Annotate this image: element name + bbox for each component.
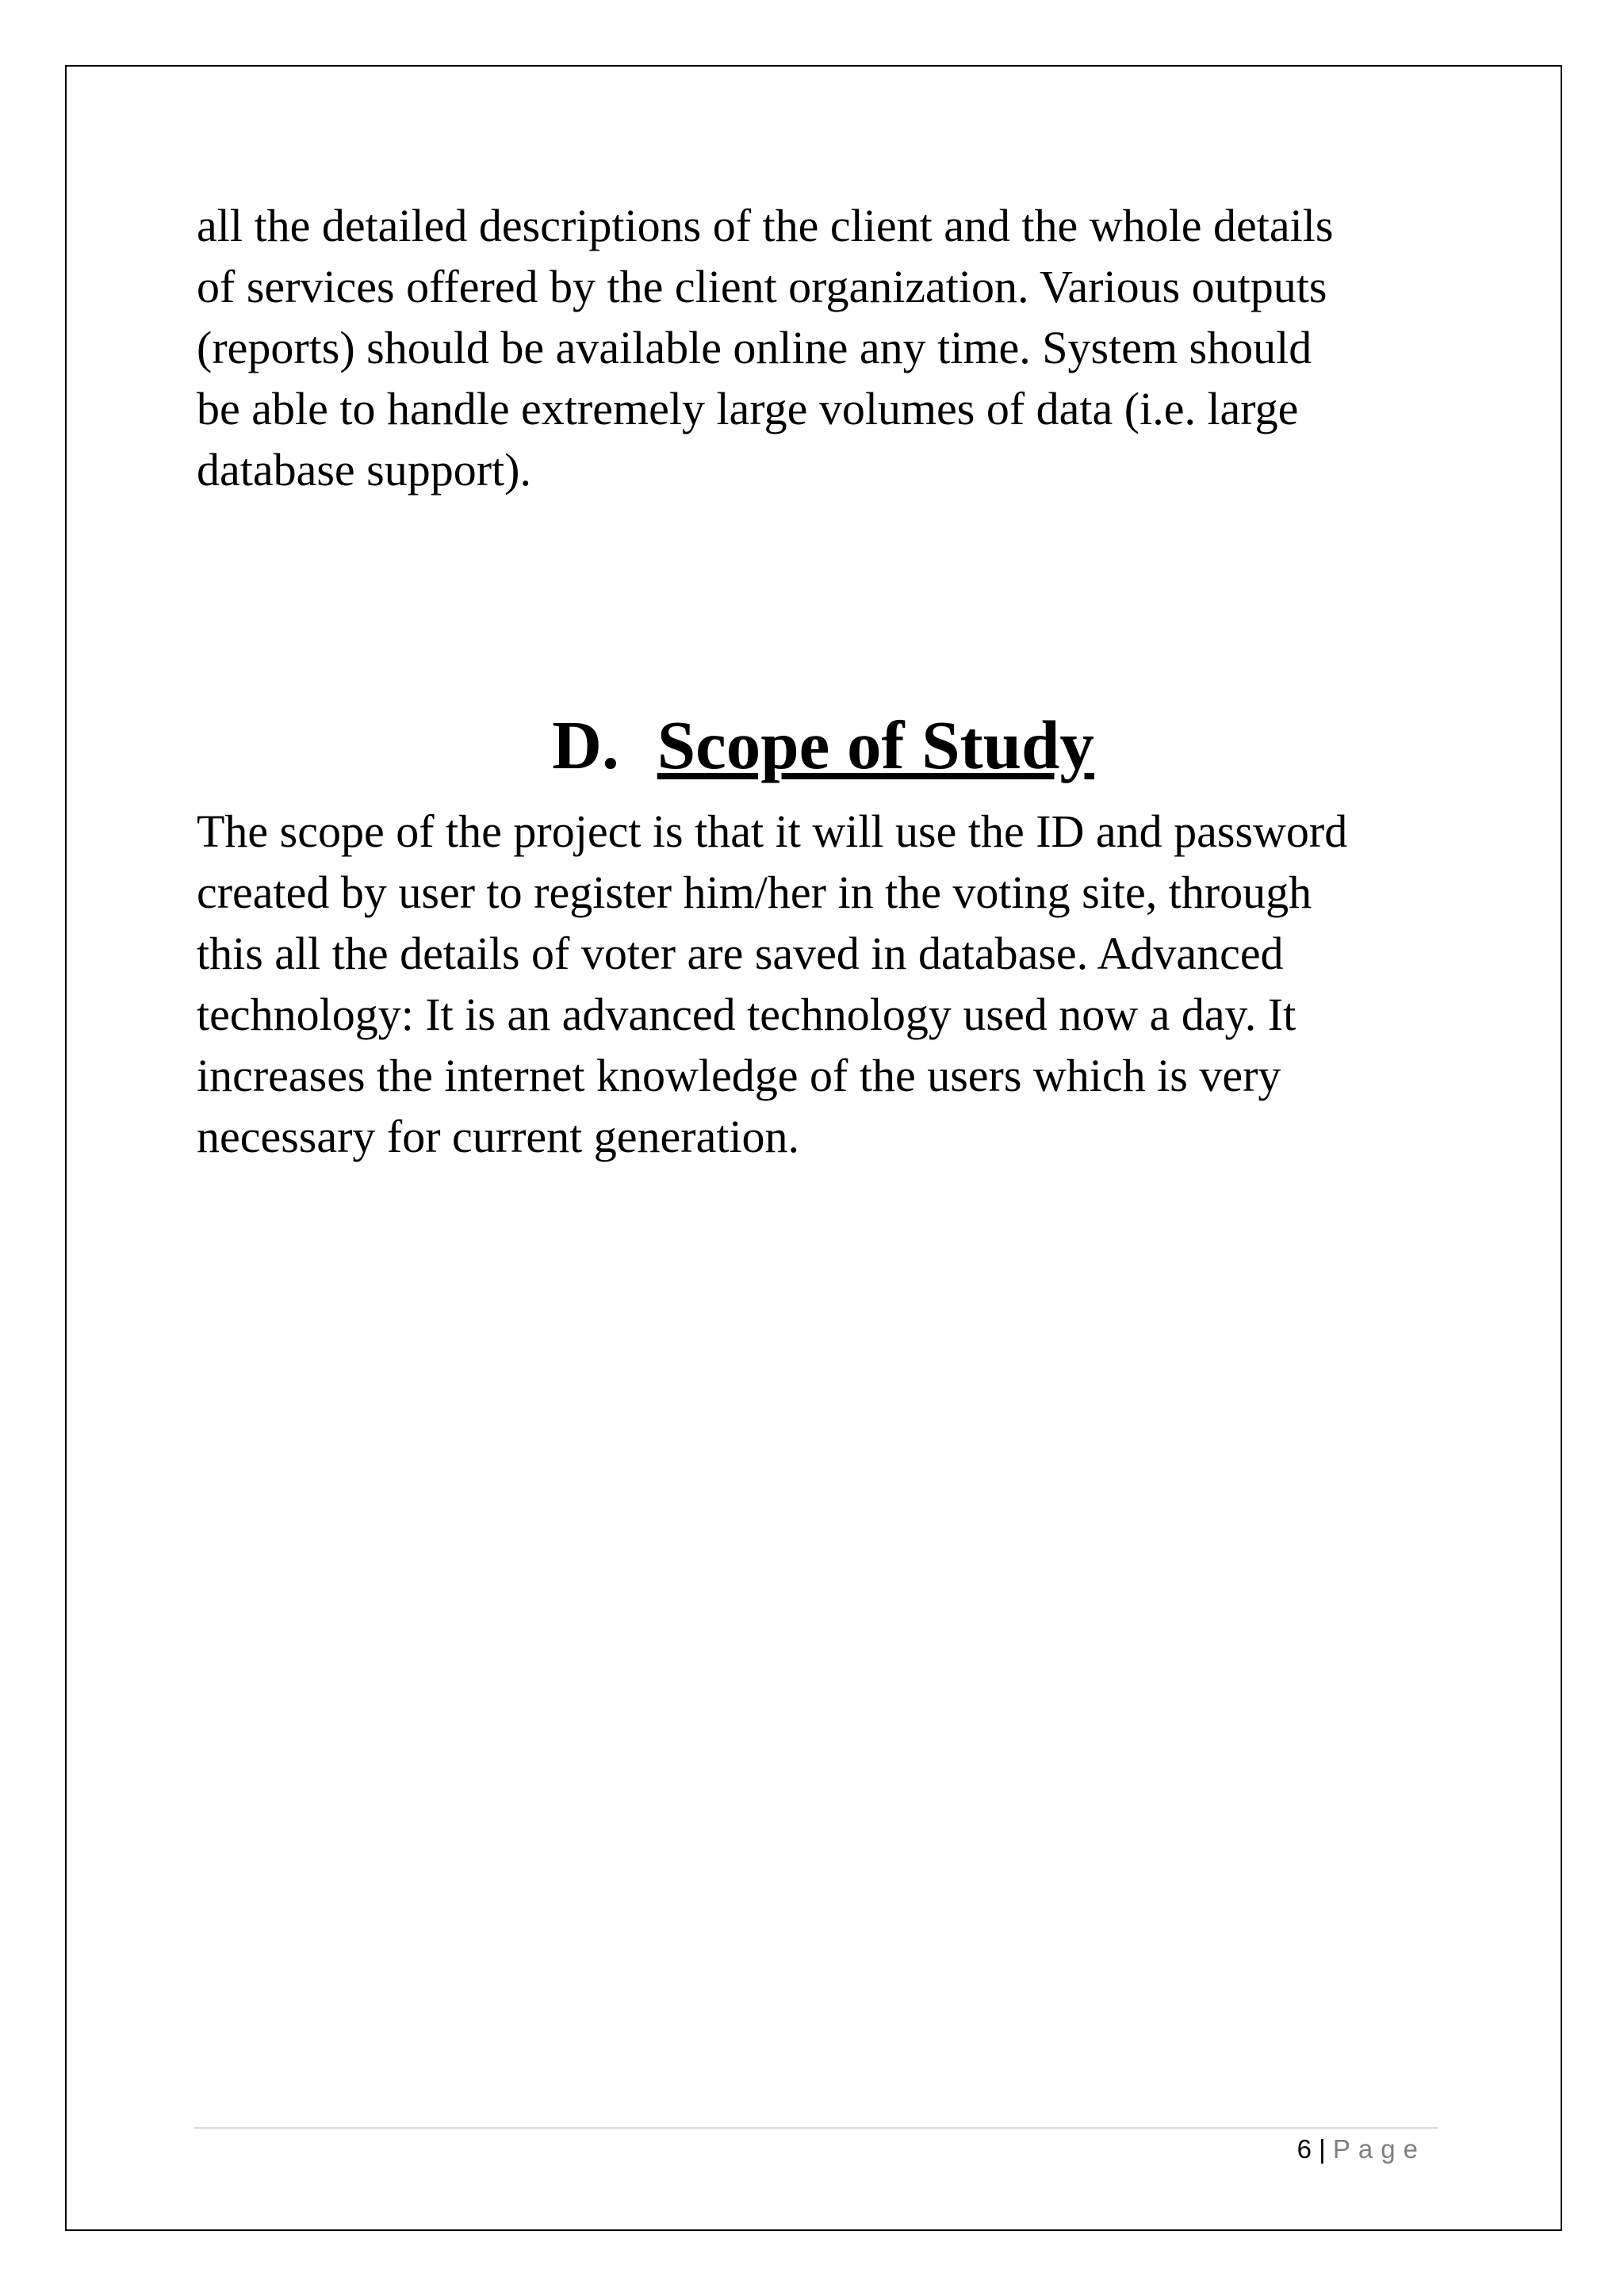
footer-divider — [193, 2127, 1438, 2129]
text-line: all the detailed descriptions of the client and the whole details — [197, 200, 1334, 251]
text-line: created by user to register him/her in the voting site, through — [197, 867, 1312, 918]
text-line: be able to handle extremely large volumes of data (i.e. large — [197, 383, 1299, 434]
text-line: (reports) should be available online any time. System should — [197, 322, 1312, 373]
paragraph-continued — [197, 195, 1450, 500]
footer-separator: | — [1319, 2134, 1326, 2164]
text-line: increases the internet knowledge of the users which is very — [197, 1050, 1281, 1101]
text-line: The scope of the project is that it will use the ID and password — [197, 806, 1348, 857]
section-heading — [197, 706, 1450, 783]
page-footer — [1297, 2134, 1426, 2164]
section-letter: D. — [552, 706, 619, 783]
section-title: Scope of Study — [657, 706, 1094, 783]
text-line: of services offered by the client organization. Various outputs — [197, 261, 1327, 312]
text-line: necessary for current generation. — [197, 1111, 800, 1162]
document-body — [197, 195, 1450, 1162]
text-line: database support). — [197, 444, 531, 496]
text-line: this all the details of voter are saved in database. Advanced — [197, 928, 1284, 979]
page-label: Page — [1332, 2134, 1426, 2164]
text-line: technology: It is an advanced technology used now a day. It — [197, 989, 1297, 1040]
page-number: 6 — [1297, 2134, 1312, 2164]
paragraph-scope — [197, 801, 1347, 1167]
